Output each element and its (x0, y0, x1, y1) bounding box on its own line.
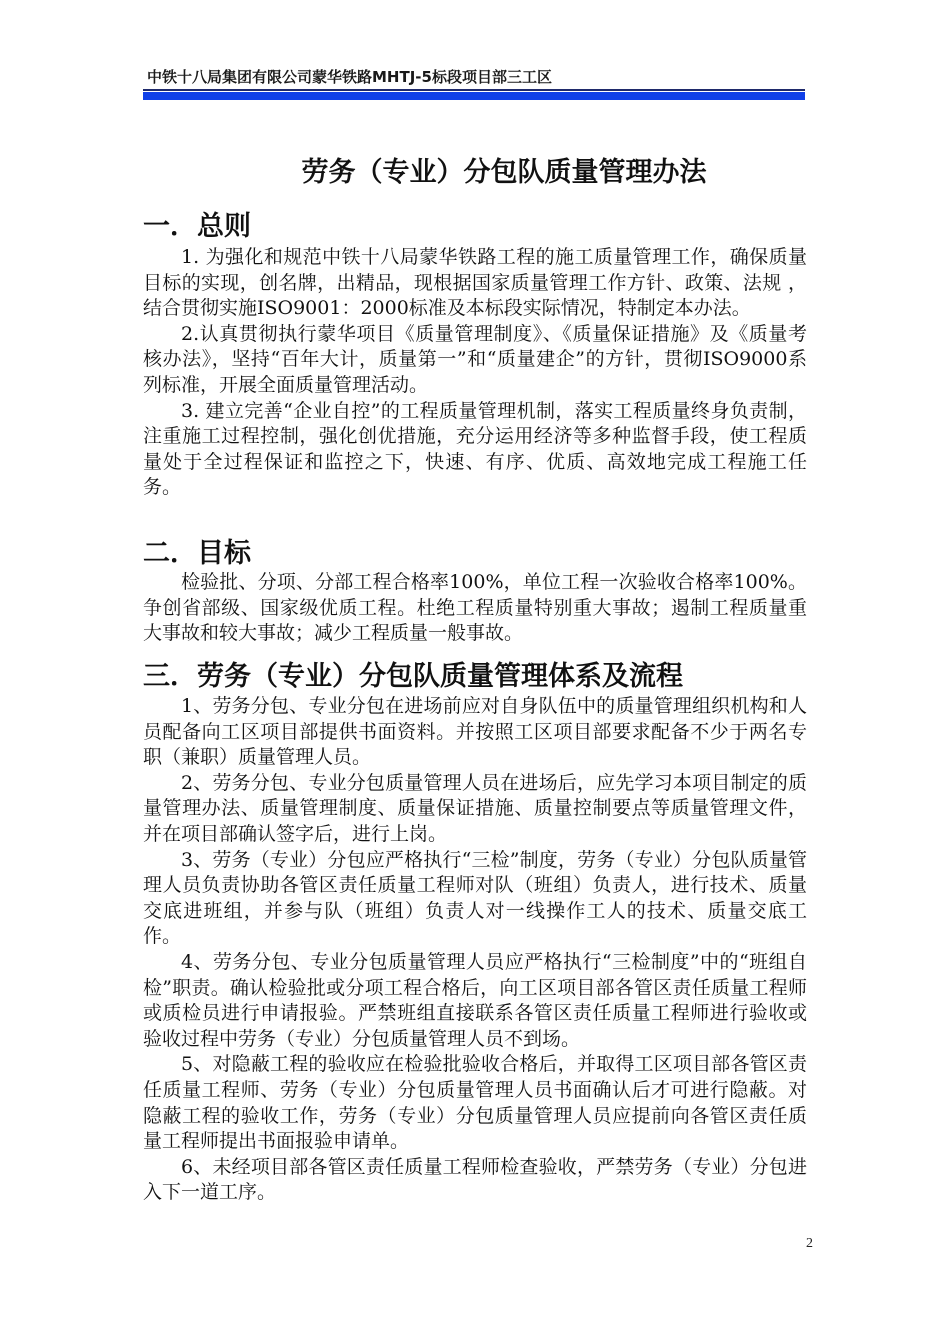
section-heading-general: 一．总则 (143, 211, 251, 242)
paragraph: 2、劳务分包、专业分包质量管理人员在进场后，应先学习本项目制定的质量管理办法、质量管理制度、质量保证措施、质量控制要点等质量管理文件，并在项目部确认签字后，进行上岗。 (143, 771, 807, 845)
paragraph: 1. 为强化和规范中铁十八局蒙华铁路工程的施工质量管理工作，确保质量目标的实现，创名牌，出精品，现根据国家质量管理工作方针、政策、法规 ，结合贯彻实施ISO9001：2000标准及本标段实际情况，特制定本办法。 (143, 246, 807, 320)
paragraph: 5、对隐蔽工程的验收应在检验批验收合格后，并取得工区项目部各管区责任质量工程师、劳务（专业）分包质量管理人员书面确认后才可进行隐蔽。对隐蔽工程的验收工作，劳务（专业）分包质量管理人员应提前向各管区责任质量工程师提出书面报验申请单。 (143, 1053, 807, 1153)
paragraph: 3、劳务（专业）分包应严格执行“三检”制度，劳务（专业）分包队质量管理人员负责协助各管区责任质量工程师对队（班组）负责人，进行技术、质量交底进班组，并参与队（班组）负责人对一线操作工人的技术、质量交底工作。 (143, 848, 807, 948)
header-rule-thin (143, 89, 805, 91)
paragraph: 6、未经项目部各管区责任质量工程师检查验收，严禁劳务（专业）分包进入下一道工序。 (143, 1155, 807, 1204)
paragraph: 检验批、分项、分部工程合格率100%，单位工程一次验收合格率100%。争创省部级、国家级优质工程。杜绝工程质量特别重大事故；遏制工程质量重大事故和较大事故；减少工程质量一般事故。 (143, 571, 807, 645)
section-heading-system: 三．劳务（专业）分包队质量管理体系及流程 (143, 661, 683, 692)
paragraph: 1、劳务分包、专业分包在进场前应对自身队伍中的质量管理组织机构和人员配备向工区项目部提供书面资料。并按照工区项目部要求配备不少于两名专职（兼职）质量管理人员。 (143, 695, 807, 769)
paragraph: 3. 建立完善“企业自控”的工程质量管理机制，落实工程质量终身负责制，注重施工过程控制，强化创优措施，充分运用经济等多种监督手段，使工程质量处于全过程保证和监控之下，快速、有序、优质、高效地完成工程施工任务。 (143, 399, 807, 499)
paragraph: 4、劳务分包、专业分包质量管理人员应严格执行“三检制度”中的“班组自检”职责。确认检验批或分项工程合格后，向工区项目部各管区责任质量工程师或质检员进行申请报验。严禁班组直接联系各管区责任质量工程师进行验收或验收过程中劳务（专业）分包质量管理人员不到场。 (143, 950, 807, 1050)
header-rule-thick (143, 92, 805, 100)
running-header: 中铁十八局集团有限公司蒙华铁路MHTJ-5标段项目部三工区 (147, 68, 552, 86)
document-title: 劳务（专业）分包队质量管理办法 (301, 157, 707, 188)
section-body-system (143, 694, 807, 1206)
section-body-general (143, 245, 807, 501)
paragraph: 2.认真贯彻执行蒙华项目《质量管理制度》、《质量保证措施》及《质量考核办法》，坚持“百年大计，质量第一”和“质量建企”的方针，贯彻ISO9000系列标准，开展全面质量管理活动。 (143, 322, 807, 396)
page-number: 2 (806, 1236, 813, 1251)
section-heading-goals: 二．目标 (143, 538, 251, 569)
section-body-goals (143, 570, 807, 647)
